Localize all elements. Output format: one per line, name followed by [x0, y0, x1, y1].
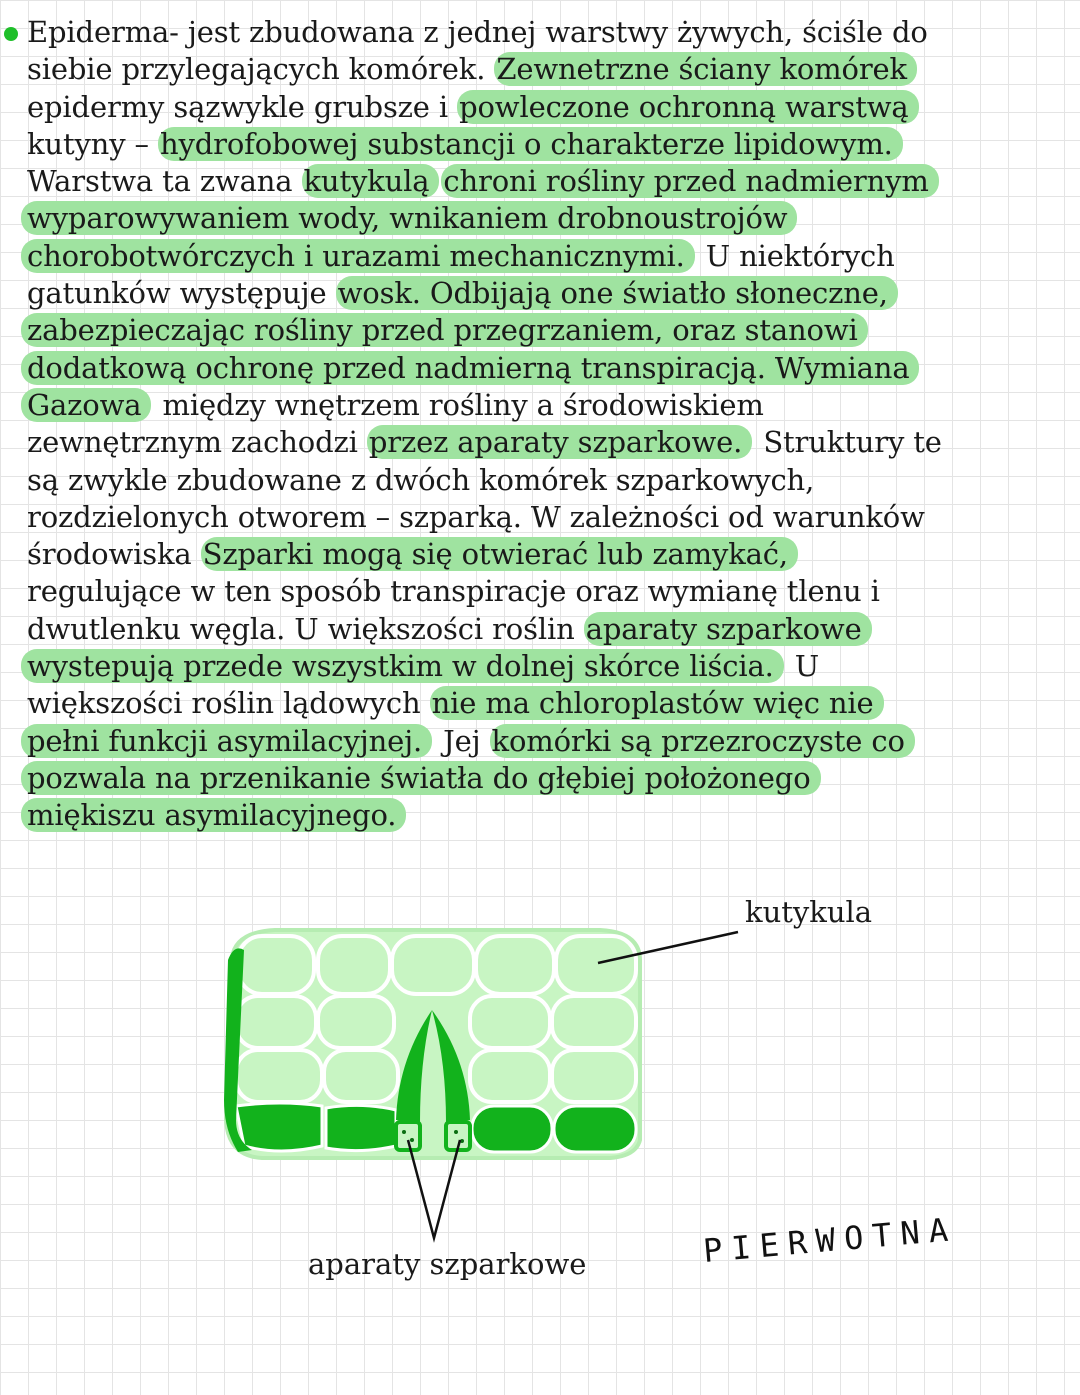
cuticle-label: kutykula [745, 895, 873, 929]
text-line-7: chorobotwórczych i urazami mechanicznymi. U niektórych [27, 238, 1032, 275]
highlight: chorobotwórczych i urazami mechanicznymi. [21, 239, 695, 273]
highlight: wystepują przede wszystkim w dolnej skórce liścia. [21, 649, 784, 683]
text-line-3: epidermy sązwykle grubsze i powleczone ochronną warstwą [27, 89, 1032, 126]
highlight: miękiszu asymilacyjnego. [21, 798, 406, 832]
handwritten-note: PIERWOTNA [701, 1209, 959, 1270]
text-line-12: zewnętrznym zachodzi przez aparaty szparkowe. Struktury te [27, 425, 942, 460]
highlight: komórki są przezroczyste co [490, 724, 915, 758]
text-line-13: są zwykle zbudowane z dwóch komórek szparkowych, [27, 462, 815, 497]
highlight: chroni rośliny przed nadmiernym [441, 164, 938, 198]
text-line-19: większości roślin lądowych nie ma chloroplastów więc nie [27, 685, 1032, 722]
highlight: powleczone ochronną warstwą [457, 90, 918, 124]
highlight: nie ma chloroplastów więc nie [430, 686, 884, 720]
highlight: Zewnetrzne ściany komórek [494, 52, 917, 86]
highlight: kutykulą [302, 164, 440, 198]
text-line-20: pełni funkcji asymilacyjnej. Jej komórki są przezroczyste co [27, 723, 1032, 760]
highlight: zabezpieczając rośliny przed przegrzaniem, oraz stanowi [21, 313, 868, 347]
text-line-2: siebie przylegających komórek. Zewnetrzne ściany komórek [27, 51, 1032, 88]
highlight: Gazowa [21, 388, 151, 422]
highlight: przez aparaty szparkowe. [367, 425, 752, 459]
text-line-8: gatunków występuje wosk. Odbijają one światło słoneczne, [27, 275, 1032, 312]
text-line-14: rozdzielonych otworem – szparką. W zależności od warunków [27, 499, 925, 534]
text-line-18: wystepują przede wszystkim w dolnej skórce liścia. U [27, 648, 1032, 685]
highlight: hydrofobowej substancji o charakterze lipidowym. [158, 127, 903, 161]
highlight: aparaty szparkowe [584, 612, 872, 646]
text-line-15: środowiska Szparki mogą się otwierać lub zamykać, [27, 536, 1032, 573]
highlight: wosk. Odbijają one światło słoneczne, [336, 276, 898, 310]
highlight: dodatkową ochronę przed nadmierną transpiracją. Wymiana [21, 351, 919, 385]
highlight: wyparowywaniem wody, wnikaniem drobnoustrojów [21, 201, 797, 235]
highlight: Szparki mogą się otwierać lub zamykać, [201, 537, 798, 571]
stomata-label: aparaty szparkowe [308, 1247, 587, 1281]
text-line-4: kutyny – hydrofobowej substancji o charakterze lipidowym. [27, 126, 1032, 163]
text-line-16: regulujące w ten sposób transpiracje oraz wymianę tlenu i [27, 574, 880, 609]
text-line-17: dwutlenku węgla. U większości roślin aparaty szparkowe [27, 611, 1032, 648]
highlight: pozwala na przenikanie światła do głębiej położonego [21, 761, 821, 795]
text-line-11: Gazowa między wnętrzem rośliny a środowiskiem [27, 387, 1032, 424]
highlight: pełni funkcji asymilacyjnej. [21, 724, 432, 758]
text-line-5: Warstwa ta zwana kutykulą chroni rośliny przed nadmiernym [27, 163, 1032, 200]
text-line-1: Epiderma- jest zbudowana z jednej warstwy żywych, ściśle do [27, 15, 928, 49]
